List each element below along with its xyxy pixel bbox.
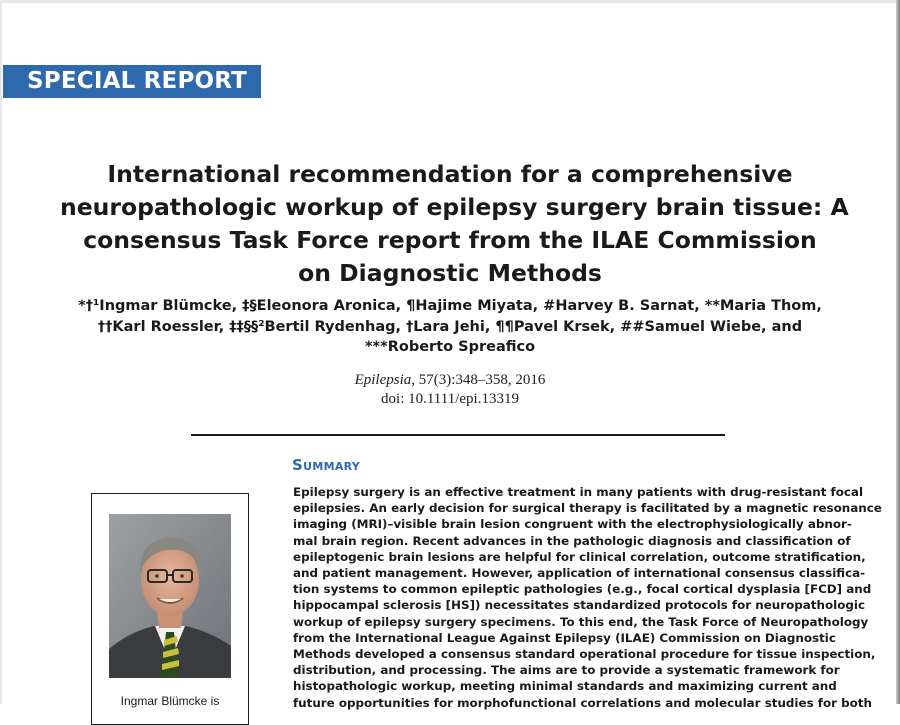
photo-caption: Ingmar Blümcke is xyxy=(120,694,220,708)
article-title xyxy=(60,158,849,290)
summary-line: mal brain region. Recent advances in the pathologic diagnosis and classification of xyxy=(293,533,851,548)
summary-line: histopathologic workup, meeting minimal standards and maximizing current and xyxy=(293,679,837,694)
summary-line: workup of epilepsy surgery specimens. To this end, the Task Force of Neuropathology xyxy=(293,614,869,629)
summary-text xyxy=(293,484,882,711)
volume-pages-year: , 57(3):348–358, 2016 xyxy=(411,372,546,388)
summary-line: epilepsies. An early decision for surgical therapy is facilitated by a magnetic resonance xyxy=(293,501,882,516)
title-line: International recommendation for a comprehensive xyxy=(107,160,793,188)
page-edge-top xyxy=(0,0,896,3)
author-portrait xyxy=(109,514,231,678)
page-edge-left xyxy=(0,0,2,704)
citation-block xyxy=(200,371,700,409)
author-photo-box xyxy=(91,493,249,725)
summary-line: hippocampal sclerosis [HS]) necessitates standardized protocols for neuropathologic xyxy=(293,598,866,613)
summary-line: distribution, and processing. The aims are to provide a systematic framework for xyxy=(293,663,840,678)
author-list xyxy=(60,296,840,358)
special-report-banner xyxy=(3,65,261,98)
banner-label: SPECIAL REPORT xyxy=(27,68,248,94)
title-line: neuropathologic workup of epilepsy surgery brain tissue: A xyxy=(60,193,849,221)
divider-rule xyxy=(191,434,725,436)
summary-line: epileptogenic brain lesions are helpful for clinical correlation, outcome stratification, xyxy=(293,549,866,564)
title-line: on Diagnostic Methods xyxy=(298,259,602,287)
citation-line xyxy=(200,371,700,390)
title-line: consensus Task Force report from the ILAE Commission xyxy=(83,226,817,254)
author-line: ***Roberto Spreafico xyxy=(364,339,536,355)
summary-line: imaging (MRI)–visible brain lesion congruent with the electrophysiologically abnor- xyxy=(293,517,852,532)
summary-line: tion systems to common epileptic pathologies (e.g., focal cortical dysplasia [FCD] and xyxy=(293,582,872,597)
summary-line: and patient management. However, application of international consensus classifica- xyxy=(293,566,866,581)
doi: doi: 10.1111/epi.13319 xyxy=(381,391,519,407)
summary-line: from the International League Against Epilepsy (ILAE) Commission on Diagnostic xyxy=(293,630,836,645)
journal-name: Epilepsia xyxy=(354,372,412,388)
summary-line: future opportunities for morphofunctional correlations and molecular studies for both xyxy=(293,695,872,710)
author-line: *†¹Ingmar Blümcke, ‡§Eleonora Aronica, ¶Hajime Miyata, #Harvey B. Sarnat, **Maria Thom, xyxy=(78,298,822,314)
author-line: ††Karl Roessler, ‡‡§§²Bertil Rydenhag, †Lara Jehi, ¶¶Pavel Krsek, ##Samuel Wiebe, and xyxy=(97,318,803,335)
summary-heading: Summary xyxy=(292,456,361,474)
summary-line: Methods developed a consensus standard operational procedure for tissue inspection, xyxy=(293,647,876,662)
page-edge-shadow xyxy=(896,0,900,704)
summary-line: Epilepsy surgery is an effective treatment in many patients with drug-resistant focal xyxy=(293,485,864,499)
